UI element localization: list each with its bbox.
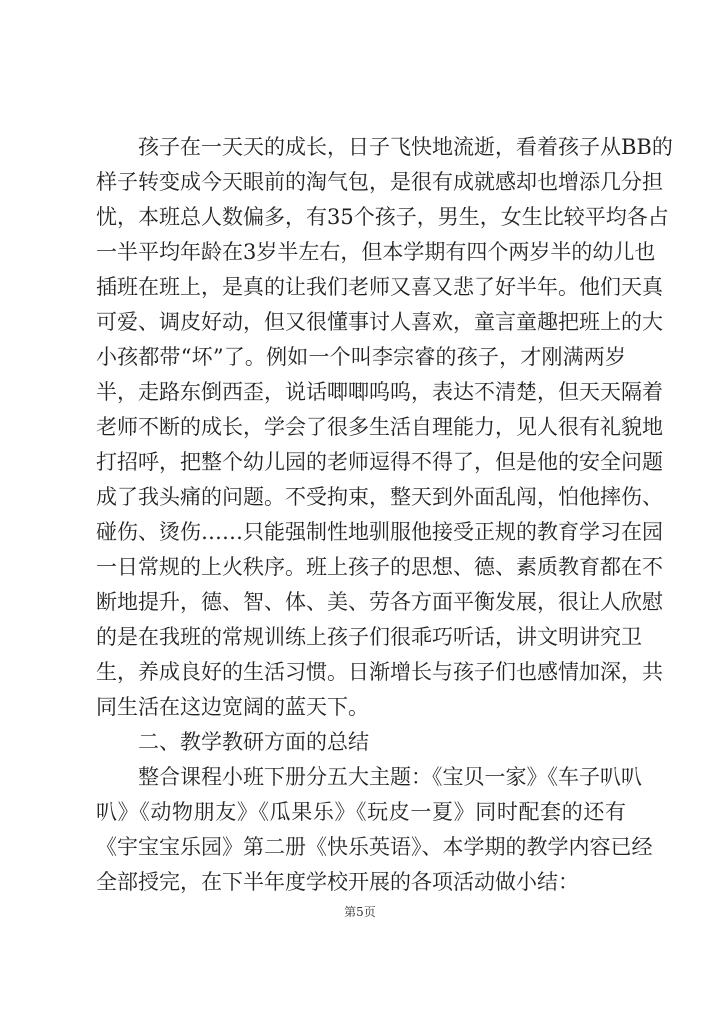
text-line: 可爱、调皮好动，但又很懂事讨人喜欢，童言童趣把班上的大 bbox=[96, 310, 663, 334]
text-line: 全部授完，在下半年度学校开展的各项活动做小结： bbox=[96, 870, 579, 894]
text-line: 插班在班上，是真的让我们老师又喜又悲了好半年。他们天真 bbox=[96, 275, 663, 299]
text-line: 碰伤、烫伤……只能强制性地驯服他接受正规的教育学习在园 bbox=[96, 520, 663, 544]
section-heading: 二、教学教研方面的总结 bbox=[138, 730, 369, 754]
text-line: 半，走路东倒西歪，说话唧唧呜呜，表达不清楚，但天天隔着 bbox=[96, 380, 663, 404]
text-line: 一日常规的上火秩序。班上孩子的思想、德、素质教育都在不 bbox=[96, 555, 663, 579]
paragraph-2 bbox=[96, 760, 653, 900]
text-line: 生，养成良好的生活习惯。日渐增长与孩子们也感情加深，共 bbox=[96, 660, 663, 684]
text-line: 老师不断的成长，学会了很多生活自理能力，见人很有礼貌地 bbox=[96, 415, 663, 439]
text-line: 小孩都带“坏”了。例如一个叫李宗睿的孩子，才刚满两岁 bbox=[96, 345, 626, 369]
body-text bbox=[96, 130, 673, 900]
text-line: 打招呼，把整个幼儿园的老师逗得不得了，但是他的安全问题 bbox=[96, 450, 663, 474]
page-number: 第5页 bbox=[344, 905, 376, 919]
text-line: 孩子在一天天的成长，日子飞快地流逝，看着孩子从BB的 bbox=[138, 135, 673, 159]
text-line: 《宇宝宝乐园》第二册《快乐英语》、本学期的教学内容已经 bbox=[96, 835, 653, 859]
text-line: 断地提升，德、智、体、美、劳各方面平衡发展，很让人欣慰 bbox=[96, 590, 663, 614]
paragraph-1 bbox=[96, 130, 673, 725]
text-line: 成了我头痛的问题。不受拘束，整天到外面乱闯，怕他摔伤、 bbox=[96, 485, 663, 509]
text-line: 的是在我班的常规训练上孩子们很乖巧听话，讲文明讲究卫 bbox=[96, 625, 642, 649]
text-line: 同生活在这边宽阔的蓝天下。 bbox=[96, 695, 369, 719]
text-line: 一半平均年龄在3岁半左右，但本学期有四个两岁半的幼儿也 bbox=[96, 240, 656, 264]
text-line: 叭》《动物朋友》《瓜果乐》《玩皮一夏》同时配套的还有 bbox=[96, 800, 626, 824]
text-line: 整合课程小班下册分五大主题：《宝贝一家》《车子叭叭 bbox=[138, 765, 642, 789]
text-line: 忧，本班总人数偏多，有35个孩子，男生，女生比较平均各占 bbox=[96, 205, 669, 229]
text-line: 样子转变成今天眼前的淘气包，是很有成就感却也增添几分担 bbox=[96, 170, 663, 194]
